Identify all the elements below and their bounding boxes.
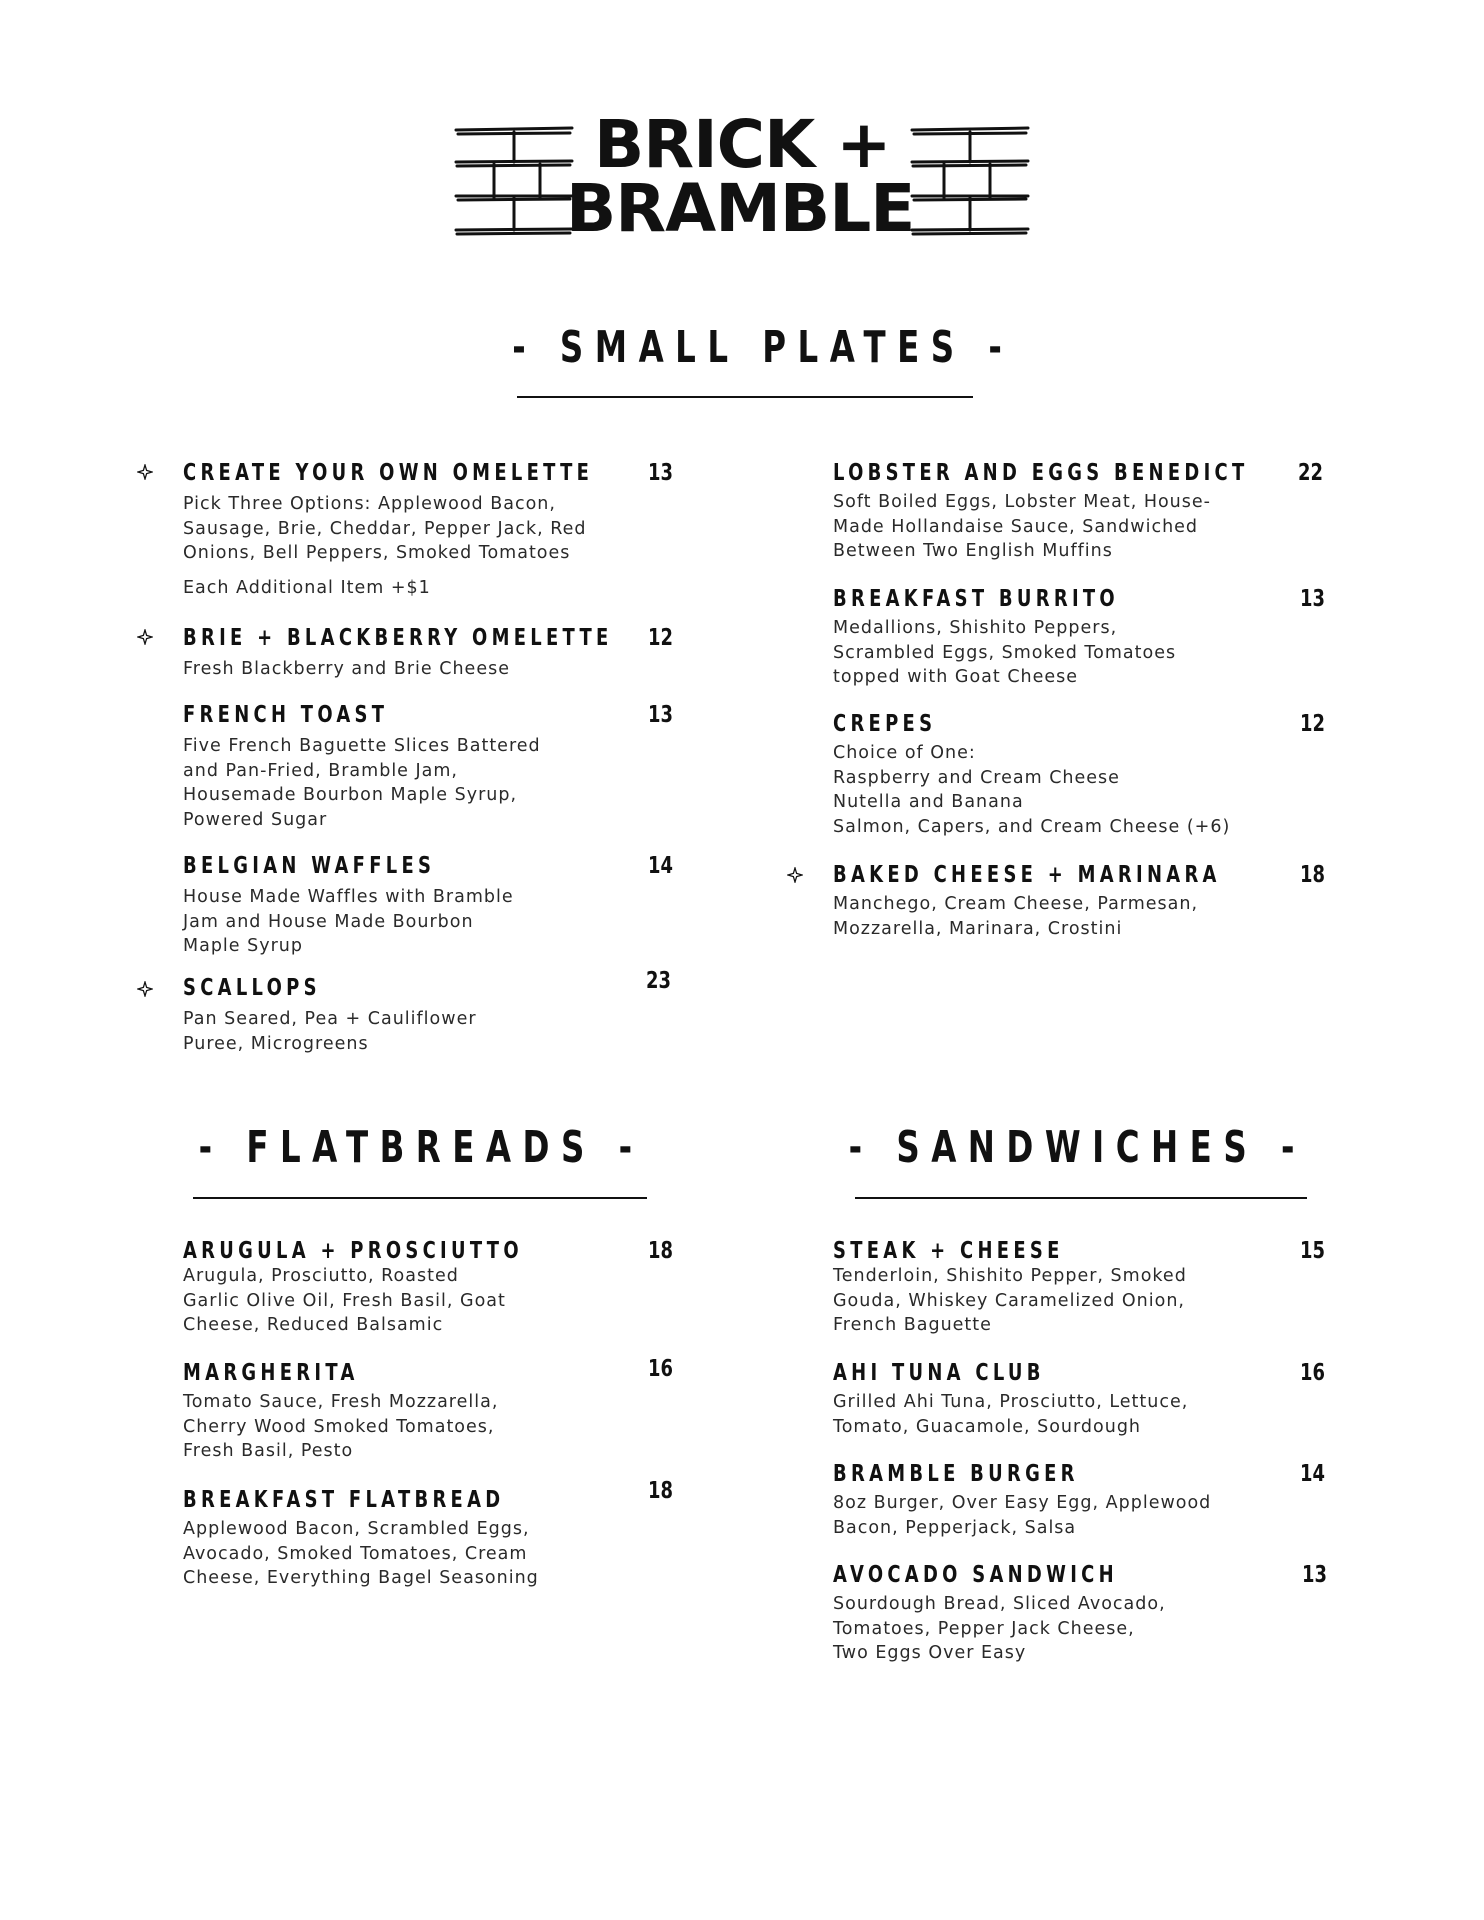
four-point-star-icon [137,464,153,480]
item-price: 12 [648,625,673,651]
item-price: 16 [1300,1360,1325,1386]
item-price: 14 [1300,1461,1325,1487]
item-description: Tenderloin, Shishito Pepper, Smoked Gouda, Whiskey Caramelized Onion, French Baguette [833,1266,1187,1335]
section-title-sandwiches: - SANDWICHES - [848,1122,1306,1173]
item-name: LOBSTER AND EGGS BENEDICT [833,460,1249,486]
item-description: 8oz Burger, Over Easy Egg, Applewood Bacon, Pepperjack, Salsa [833,1493,1212,1538]
item-description: Pan Seared, Pea + Cauliflower Puree, Microgreens [183,1009,477,1054]
item-name: BREAKFAST FLATBREAD [183,1487,505,1513]
brand-logo [454,108,1030,248]
item-price: 13 [648,460,673,486]
item-name: CREPES [833,711,937,737]
item-price: 18 [1300,862,1325,888]
item-description: Arugula, Prosciutto, Roasted Garlic Olive Oil, Fresh Basil, Goat Cheese, Reduced Balsamic [183,1266,506,1335]
item-description: Medallions, Shishito Peppers, Scrambled Eggs, Smoked Tomatoes topped with Goat Cheese [833,618,1177,687]
item-price: 18 [648,1238,673,1264]
item-name: CREATE YOUR OWN OMELETTE [183,460,594,486]
item-name: BELGIAN WAFFLES [183,853,436,879]
item-name: BRIE + BLACKBERRY OMELETTE [183,625,613,651]
item-price: 13 [1302,1562,1327,1588]
item-description: Sourdough Bread, Sliced Avocado, Tomatoes, Pepper Jack Cheese, Two Eggs Over Easy [833,1594,1166,1663]
four-point-star-icon [137,981,153,997]
item-description: Manchego, Cream Cheese, Parmesan, Mozzarella, Marinara, Crostini [833,894,1199,939]
section-title-flatbreads: - FLATBREADS - [198,1122,644,1173]
item-name: AVOCADO SANDWICH [833,1562,1118,1588]
item-price: 16 [648,1356,673,1382]
section-rule-sandwiches [855,1197,1307,1199]
item-name: SCALLOPS [183,975,321,1001]
item-price: 13 [1300,586,1325,612]
four-point-star-icon [787,867,803,883]
section-rule-flatbreads [193,1197,647,1199]
brick-wall-icon-left [454,118,574,244]
item-note: Each Additional Item +$1 [183,578,431,598]
section-title-small-plates: - SMALL PLATES - [512,322,1014,373]
item-name: BRAMBLE BURGER [833,1461,1079,1487]
item-name: MARGHERITA [183,1360,359,1386]
section-rule-small-plates [517,396,973,398]
item-description: Soft Boiled Eggs, Lobster Meat, House- Made Hollandaise Sauce, Sandwiched Between Two English Muffins [833,492,1211,561]
item-price: 12 [1300,711,1325,737]
item-price: 22 [1298,460,1323,486]
item-description: Fresh Blackberry and Brie Cheese [183,659,510,679]
brick-wall-icon-right [910,118,1030,244]
item-description: House Made Waffles with Bramble Jam and House Made Bourbon Maple Syrup [183,887,514,956]
item-description: Tomato Sauce, Fresh Mozzarella, Cherry Wood Smoked Tomatoes, Fresh Basil, Pesto [183,1392,499,1461]
item-description: Applewood Bacon, Scrambled Eggs, Avocado, Smoked Tomatoes, Cream Cheese, Everything Bagel Seasoning [183,1519,539,1588]
item-name: FRENCH TOAST [183,702,389,728]
item-description: Choice of One: Raspberry and Cream Cheese Nutella and Banana Salmon, Capers, and Cream Cheese (+6) [833,743,1231,837]
item-name: AHI TUNA CLUB [833,1360,1045,1386]
four-point-star-icon [137,629,153,645]
item-description: Grilled Ahi Tuna, Prosciutto, Lettuce, Tomato, Guacamole, Sourdough [833,1392,1189,1437]
item-name: ARUGULA + PROSCIUTTO [183,1238,523,1264]
brand-name-line2: BRAMBLE [566,170,915,247]
item-price: 15 [1300,1238,1325,1264]
item-price: 14 [648,853,673,879]
item-name: BAKED CHEESE + MARINARA [833,862,1221,888]
item-price: 18 [648,1478,673,1504]
item-price: 13 [648,702,673,728]
item-name: STEAK + CHEESE [833,1238,1064,1264]
item-price: 23 [646,968,671,994]
item-description: Five French Baguette Slices Battered and Pan-Fried, Bramble Jam, Housemade Bourbon Maple Syrup, Powered Sugar [183,736,541,830]
brand-name-line1: BRICK + [594,106,891,183]
item-description: Pick Three Options: Applewood Bacon, Sausage, Brie, Cheddar, Pepper Jack, Red Onions, Bell Peppers, Smoked Tomatoes [183,494,587,563]
item-name: BREAKFAST BURRITO [833,586,1119,612]
